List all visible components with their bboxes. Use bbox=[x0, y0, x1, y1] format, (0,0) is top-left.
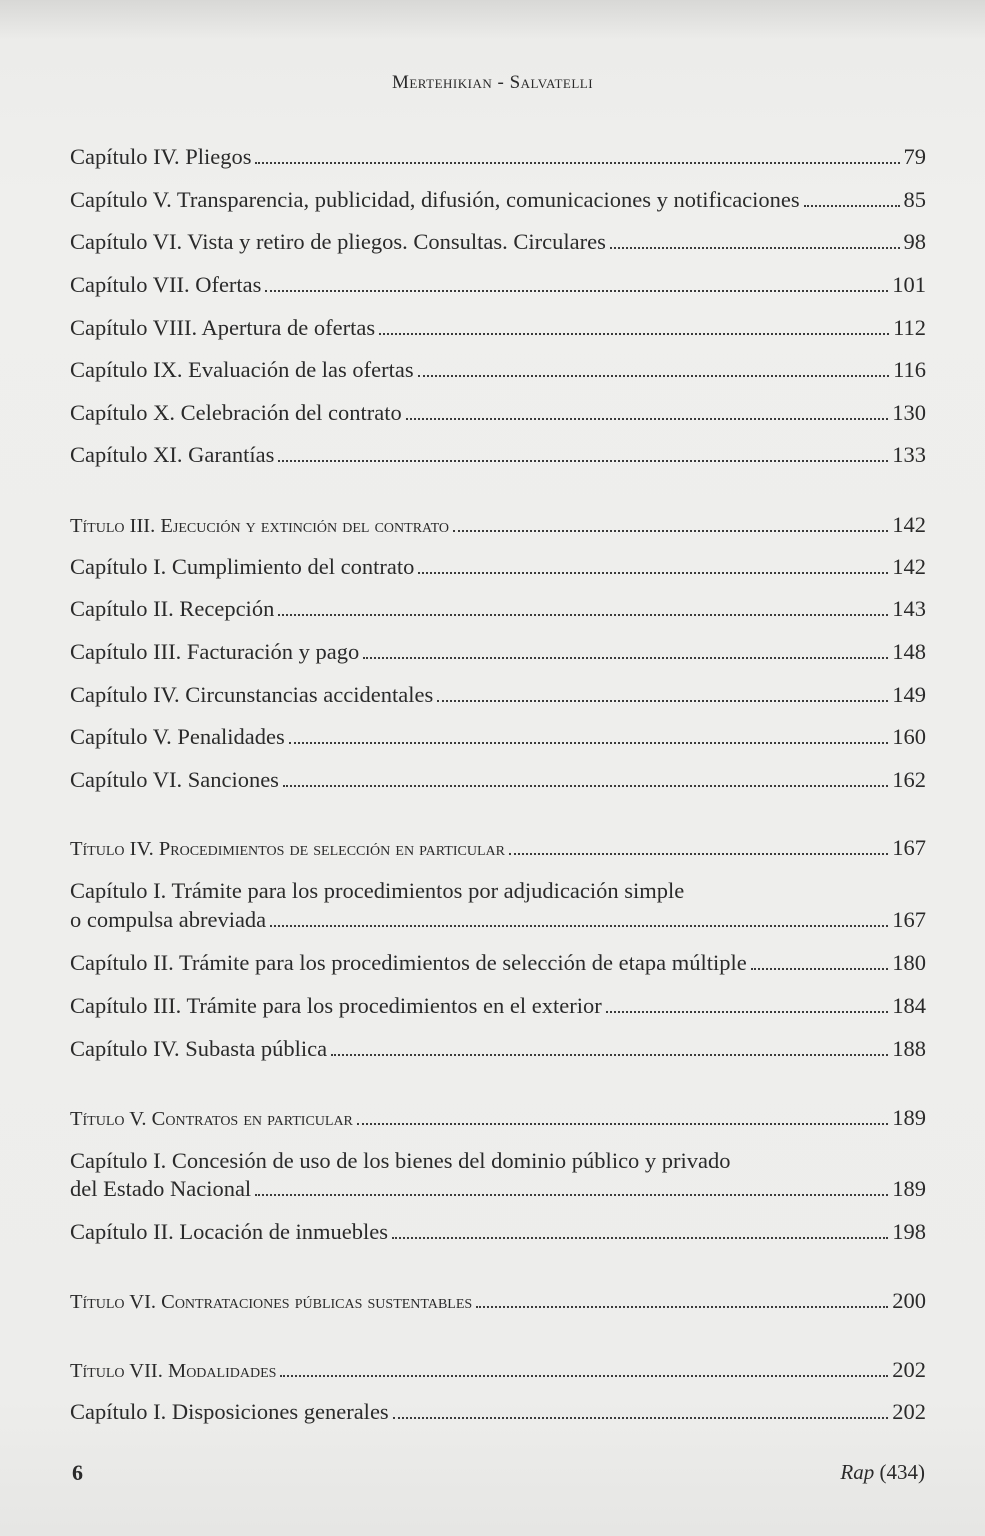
dot-leader bbox=[406, 418, 888, 420]
toc-title-entry[interactable] bbox=[70, 1355, 926, 1386]
toc-entry-first-line: Capítulo I. Concesión de uso de los bienes del dominio público y privado bbox=[70, 1148, 731, 1173]
dot-leader bbox=[606, 1011, 889, 1013]
toc-entry-page: 162 bbox=[892, 767, 926, 792]
toc-entry-label: Capítulo X. Celebración del contrato bbox=[70, 400, 402, 425]
dot-leader bbox=[270, 925, 888, 927]
toc-entry-label: Capítulo II. Trámite para los procedimientos de selección de etapa múltiple bbox=[70, 950, 747, 975]
dot-leader bbox=[509, 853, 888, 855]
toc-entry-page: 130 bbox=[892, 400, 926, 425]
toc-entry-page: 133 bbox=[892, 442, 926, 467]
toc-chapter-entry[interactable] bbox=[70, 313, 926, 343]
toc-entry-label: Capítulo IV. Subasta pública bbox=[70, 1036, 328, 1061]
dot-leader bbox=[278, 614, 888, 616]
dot-leader bbox=[255, 162, 899, 164]
toc-entry-first-line: Capítulo I. Trámite para los procedimientos por adjudicación simple bbox=[70, 878, 685, 903]
toc-title-entry[interactable] bbox=[70, 1286, 926, 1317]
toc-chapter-entry[interactable] bbox=[70, 142, 926, 172]
journal-name: Rap bbox=[840, 1460, 875, 1484]
dot-leader bbox=[289, 742, 888, 744]
dot-leader bbox=[418, 375, 889, 377]
toc-entry-label: Capítulo III. Facturación y pago bbox=[70, 639, 360, 664]
toc-entry-page: 142 bbox=[892, 512, 926, 537]
dot-leader bbox=[393, 1417, 889, 1419]
toc-chapter-entry[interactable] bbox=[70, 905, 926, 935]
toc-chapter-entry[interactable] bbox=[70, 1034, 926, 1064]
toc-entry-label: Capítulo VII. Ofertas bbox=[70, 272, 262, 297]
toc-chapter-entry[interactable] bbox=[70, 440, 926, 470]
toc-entry-page: 189 bbox=[892, 1105, 926, 1130]
dot-leader bbox=[265, 290, 888, 292]
toc-entry-label: Capítulo IV. Circunstancias accidentales bbox=[70, 682, 434, 707]
toc-entry-page: 188 bbox=[892, 1036, 926, 1061]
toc-chapter-entry[interactable] bbox=[70, 552, 926, 582]
toc-entry-page: 184 bbox=[892, 993, 926, 1018]
toc-entry-page: 116 bbox=[893, 357, 926, 382]
toc-entry-label: Capítulo II. Locación de inmuebles bbox=[70, 1219, 389, 1244]
toc-entry-label: Capítulo II. Recepción bbox=[70, 596, 275, 621]
page-number: 6 bbox=[72, 1460, 83, 1485]
toc-title-entry[interactable] bbox=[70, 510, 926, 541]
toc-entry-label: Capítulo I. Cumplimiento del contrato bbox=[70, 554, 415, 579]
dot-leader bbox=[379, 333, 889, 335]
toc-entry-page: 79 bbox=[903, 144, 926, 169]
toc-chapter-entry[interactable] bbox=[70, 948, 926, 978]
toc-entry-label: Capítulo V. Transparencia, publicidad, difusión, comunicaciones y notificaciones bbox=[70, 187, 800, 212]
toc-entry-page: 189 bbox=[892, 1176, 926, 1201]
toc-entry-label: Capítulo XI. Garantías bbox=[70, 442, 275, 467]
toc-entry-label: Capítulo IV. Pliegos bbox=[70, 144, 252, 169]
toc-entry-label: del Estado Nacional bbox=[70, 1176, 252, 1201]
toc-chapter-entry[interactable] bbox=[70, 991, 926, 1021]
dot-leader bbox=[255, 1194, 888, 1196]
dot-leader bbox=[283, 785, 888, 787]
toc-entry-page: 148 bbox=[892, 639, 926, 664]
toc-chapter-entry[interactable] bbox=[70, 1217, 926, 1247]
dot-leader bbox=[610, 247, 900, 249]
dot-leader bbox=[751, 968, 889, 970]
toc-title-entry[interactable] bbox=[70, 833, 926, 864]
toc-chapter-entry[interactable] bbox=[70, 765, 926, 795]
dot-leader bbox=[357, 1123, 888, 1125]
toc-entry-page: 200 bbox=[892, 1288, 926, 1313]
toc-chapter-entry[interactable] bbox=[70, 1174, 926, 1204]
toc-entry-label: Título IV. Procedimientos de selección en particular bbox=[70, 838, 505, 860]
toc-entry-page: 101 bbox=[892, 272, 926, 297]
toc-entry-page: 202 bbox=[892, 1357, 926, 1382]
toc-chapter-entry[interactable] bbox=[70, 594, 926, 624]
toc-entry-page: 112 bbox=[893, 315, 926, 340]
toc-chapter-entry[interactable] bbox=[70, 398, 926, 428]
toc-chapter-entry[interactable] bbox=[70, 680, 926, 710]
toc-title-entry[interactable] bbox=[70, 1103, 926, 1134]
toc-entry-page: 98 bbox=[903, 229, 926, 254]
dot-leader bbox=[437, 700, 888, 702]
journal-issue: (434) bbox=[879, 1460, 925, 1484]
dot-leader bbox=[476, 1306, 888, 1308]
toc-entry-label: Título VII. Modalidades bbox=[70, 1360, 277, 1382]
toc-entry-label: Capítulo I. Disposiciones generales bbox=[70, 1399, 389, 1424]
toc-entry-label: Capítulo VI. Vista y retiro de pliegos. Consultas. Circulares bbox=[70, 229, 606, 254]
toc-chapter-entry[interactable] bbox=[70, 227, 926, 257]
toc-chapter-entry[interactable] bbox=[70, 1397, 926, 1427]
toc-entry-page: 160 bbox=[892, 724, 926, 749]
toc-entry-label: Capítulo VIII. Apertura de ofertas bbox=[70, 315, 376, 340]
toc-chapter-entry[interactable] bbox=[70, 637, 926, 667]
dot-leader bbox=[392, 1237, 888, 1239]
dot-leader bbox=[418, 572, 888, 574]
toc-entry-page: 85 bbox=[903, 187, 926, 212]
toc-entry-label: Capítulo IX. Evaluación de las ofertas bbox=[70, 357, 414, 382]
running-head: Mertehikian - Salvatelli bbox=[391, 72, 594, 93]
dot-leader bbox=[363, 657, 888, 659]
toc-entry-page: 198 bbox=[892, 1219, 926, 1244]
toc-entry-page: 167 bbox=[892, 907, 926, 932]
toc-entry-label: Título V. Contratos en particular bbox=[70, 1108, 353, 1130]
toc-chapter-entry[interactable] bbox=[70, 355, 926, 385]
toc-entry-page: 143 bbox=[892, 596, 926, 621]
toc-entry-label: o compulsa abreviada bbox=[70, 907, 267, 932]
toc-entry-page: 167 bbox=[892, 835, 926, 860]
toc-chapter-entry[interactable] bbox=[70, 185, 926, 215]
dot-leader bbox=[278, 460, 888, 462]
toc-entry-label: Título VI. Contrataciones públicas sustentables bbox=[70, 1291, 473, 1313]
toc-entry-page: 202 bbox=[892, 1399, 926, 1424]
dot-leader bbox=[453, 530, 888, 532]
dot-leader bbox=[804, 205, 900, 207]
toc-entry-label: Título III. Ejecución y extinción del contrato bbox=[70, 515, 450, 537]
journal-reference bbox=[840, 1460, 925, 1485]
toc-entry-label: Capítulo III. Trámite para los procedimientos en el exterior bbox=[70, 993, 602, 1018]
toc-entry-page: 149 bbox=[892, 682, 926, 707]
toc-entry-page: 142 bbox=[892, 554, 926, 579]
toc-entry-label: Capítulo VI. Sanciones bbox=[70, 767, 279, 792]
toc-chapter-entry[interactable] bbox=[70, 270, 926, 300]
toc-entry-page: 180 bbox=[892, 950, 926, 975]
toc-chapter-entry[interactable] bbox=[70, 722, 926, 752]
toc-entry-label: Capítulo V. Penalidades bbox=[70, 724, 285, 749]
dot-leader bbox=[280, 1375, 888, 1377]
dot-leader bbox=[331, 1054, 888, 1056]
